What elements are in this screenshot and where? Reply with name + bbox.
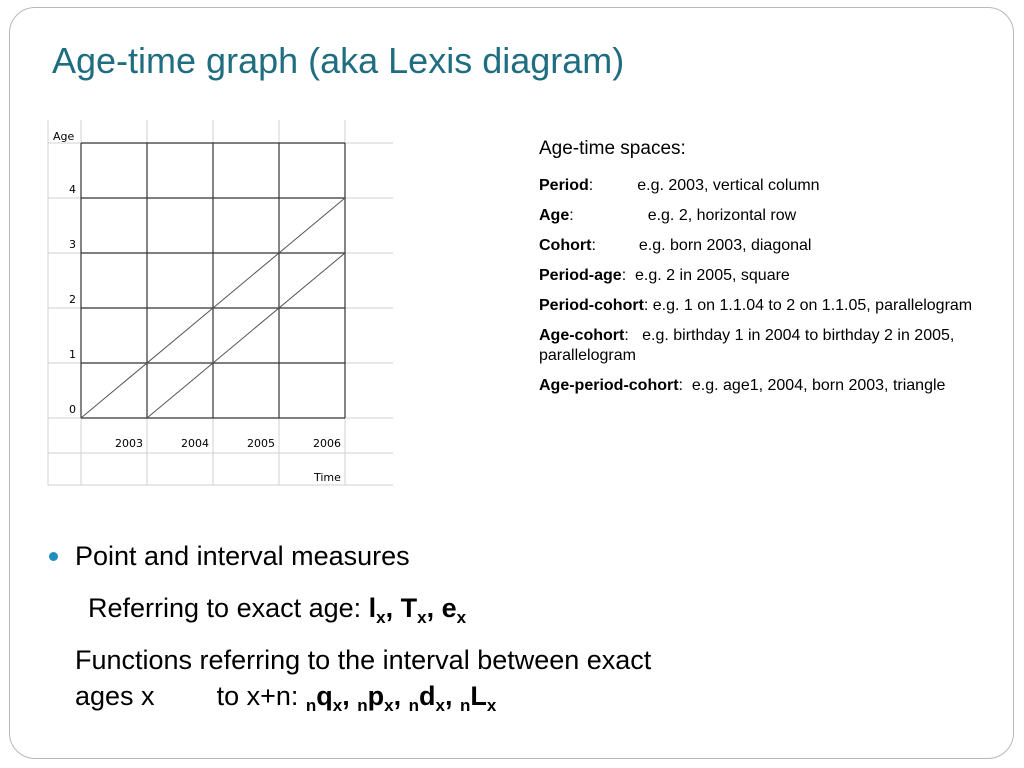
exact-age-prefix: Referring to exact age: [88, 593, 369, 623]
cohort-line-2004 [147, 253, 345, 418]
space-term: Period-cohort [539, 297, 644, 314]
age-tick-1: 1 [69, 348, 76, 361]
space-text: e.g. 2 in 2005, square [635, 267, 790, 284]
symbol-nqx: $_nq_x$ [305, 681, 343, 715]
space-text: e.g. age1, 2004, born 2003, triangle [691, 377, 946, 394]
space-period-cohort: Period-cohort: e.g. 1 on 1.1.04 to 2 on 1.1.05, parallelogram [539, 297, 973, 314]
axis-age-label: Age [53, 130, 75, 143]
lexis-diagram [45, 118, 395, 488]
space-term: Period [539, 177, 589, 194]
symbol-l: $l_x$ [368, 593, 386, 627]
year-tick-2003: 2003 [115, 437, 143, 450]
space-text: e.g. 2, horizontal row [647, 207, 797, 224]
interval-line [48, 642, 948, 714]
space-age: Age: e.g. 2, horizontal row [539, 207, 797, 224]
space-term: Cohort [539, 237, 592, 254]
space-age-period-cohort: Age-period-cohort: e.g. age1, 2004, born 2003, triangle [539, 377, 946, 394]
symbol-e: $e_x$ [441, 593, 467, 627]
symbol-T: $T_x$ [400, 593, 427, 627]
year-tick-2005: 2005 [247, 437, 275, 450]
space-term: Age-cohort [539, 327, 625, 344]
age-tick-0: 0 [69, 403, 76, 416]
space-period: Period: e.g. 2003, vertical column [539, 177, 820, 194]
background-grid [48, 120, 393, 485]
space-term: Period-age [539, 267, 622, 284]
space-text: e.g. 1 on 1.1.04 to 2 on 1.1.05, parallelogram [652, 297, 973, 314]
year-tick-2004: 2004 [181, 437, 209, 450]
space-term: Age-period-cohort [539, 377, 679, 394]
year-tick-2006: 2006 [313, 437, 341, 450]
spaces-heading: Age-time spaces: [539, 138, 686, 159]
space-cohort: Cohort: e.g. born 2003, diagonal [539, 237, 812, 254]
age-tick-4: 4 [69, 183, 76, 196]
exact-age-line: Referring to exact age: $l_x$, $T_x$, $e_x$ [88, 593, 467, 627]
bullet-item [48, 538, 948, 574]
bullet-dot-icon [49, 552, 58, 561]
space-period-age: Period-age: e.g. 2 in 2005, square [539, 267, 790, 284]
symbol-npx: $_np_x$ [357, 681, 394, 715]
space-text: e.g. 2003, vertical column [637, 177, 820, 194]
space-text: e.g. birthday 1 in 2004 to birthday 2 in 2005, parallelogram [539, 327, 955, 364]
bullet-text: Point and interval measures [75, 541, 410, 571]
symbol-nLx: $_nL_x$ [460, 681, 497, 715]
interval-text: Functions referring to the interval between exact [75, 645, 652, 675]
age-tick-3: 3 [69, 238, 76, 251]
bullet-section [48, 538, 948, 714]
interval-line-2: ages x to x+n: $_nq_x$, $_np_x$, $_nd_x$, $_nL_x$ [75, 681, 497, 715]
slide-title: Age-time graph (aka Lexis diagram) [52, 40, 625, 81]
space-age-cohort: Age-cohort: e.g. birthday 1 in 2004 to birthday 2 in 2005, parallelogram [539, 327, 955, 364]
space-term: Age [539, 207, 570, 224]
symbol-ndx: $_nd_x$ [408, 681, 445, 715]
axis-time-label: Time [314, 471, 341, 484]
age-tick-2: 2 [69, 293, 76, 306]
space-text: e.g. born 2003, diagonal [638, 237, 812, 254]
age-time-spaces [539, 136, 979, 406]
lexis-grid [81, 143, 345, 418]
